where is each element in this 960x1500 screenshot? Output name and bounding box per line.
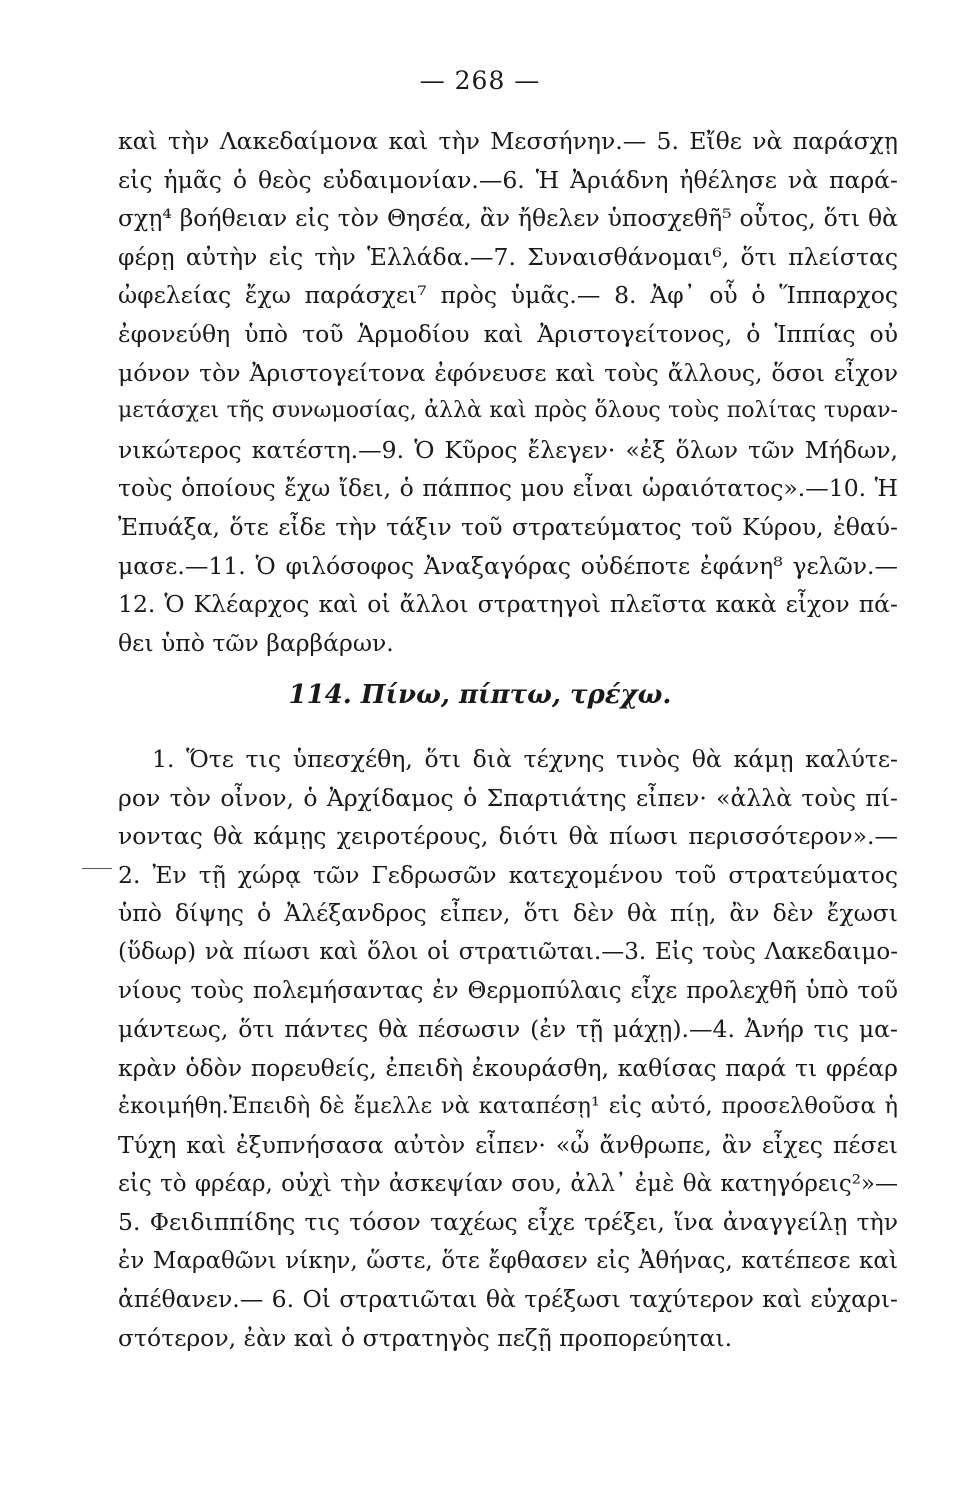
text-line: ὑπὸ δίψης ὁ Ἀλέξανδρος εἶπεν, ὅτι δὲν θὰ πίῃ, ἂν δὲν ἔχωσι: [118, 899, 898, 928]
text-line: στότερον, ἐὰν καὶ ὁ στρατηγὸς πεζῇ προπορεύηται.: [118, 1323, 733, 1352]
text-line: 2. Ἐν τῇ χώρᾳ τῶν Γεδρωσῶν κατεχομένου τοῦ στρατεύματος: [118, 860, 898, 889]
text-line: ἀπέθανεν.— 6. Οἱ στρατιῶται θὰ τρέξωσι ταχύτερον καὶ εὐχαρι-: [118, 1285, 898, 1314]
text-line: ἐφονεύθη ὑπὸ τοῦ Ἁρμοδίου καὶ Ἀριστογείτονος, ὁ Ἱππίας οὐ: [118, 319, 898, 348]
text-line: μάντεως, ὅτι πάντες θὰ πέσωσιν (ἐν τῇ μάχῃ).—4. Ἀνήρ τις μα-: [118, 1015, 898, 1044]
text-line: τοὺς ὁποίους ἔχω ἴδει, ὁ πάππος μου εἶναι ὡραιότατος».—10. Ἡ: [118, 474, 898, 503]
text-line: 1. Ὅτε τις ὑπεσχέθη, ὅτι διὰ τέχνης τινὸς θὰ κάμῃ καλύτε-: [152, 745, 898, 773]
page-number: — 268 —: [419, 66, 541, 95]
text-line: καὶ τὴν Λακεδαίμονα καὶ τὴν Μεσσήνην.— 5. Εἴθε νὰ παράσχῃ: [118, 127, 898, 155]
text-line: μόνον τὸν Ἀριστογείτονα ἐφόνευσε καὶ τοὺς ἄλλους, ὅσοι εἶχον: [118, 358, 898, 387]
text-line: ἐκοιμήθη.Ἐπειδὴ δὲ ἔμελλε νὰ καταπέσῃ¹ εἰς αὐτό, προσελθοῦσα ἡ: [118, 1093, 898, 1120]
paragraph-exercise-113: [118, 122, 898, 662]
text-line: ὠφελείας ἔχω παράσχει⁷ πρὸς ὑμᾶς.— 8. Ἀφ᾽ οὗ ὁ Ἵππαρχος: [118, 281, 898, 310]
text-line: μετάσχει τῆς συνωμοσίας, ἀλλὰ καὶ πρὸς ὅλους τοὺς πολίτας τυραν-: [118, 398, 898, 424]
text-line: ρον τὸν οἶνον, ὁ Ἀρχίδαμος ὁ Σπαρτιάτης εἶπεν· «ἀλλὰ τοὺς πί-: [118, 783, 898, 812]
section-heading: 114. Πίνω, πίπτω, τρέχω.: [288, 680, 672, 710]
text-line: νικώτερος κατέστη.—9. Ὁ Κῦρος ἔλεγεν· «ἐξ ὅλων τῶν Μήδων,: [118, 435, 898, 464]
text-line: νοντας θὰ κάμῃς χειροτέρους, διότι θὰ πίωσι περισσότερον».—: [118, 822, 898, 851]
text-line: σχῃ⁴ βοήθειαν εἰς τὸν Θησέα, ἂν ἤθελεν ὑποσχεθῆ⁵ οὗτος, ὅτι θὰ: [118, 204, 898, 233]
text-line: εἰς τὸ φρέαρ, οὐχὶ τὴν ἀσκεψίαν σου, ἀλλ᾽ ἐμὲ θὰ κατηγόρεις²»—: [118, 1170, 898, 1197]
text-line: μασε.—11. Ὁ φιλόσοφος Ἀναξαγόρας οὐδέποτε ἐφάνη⁸ γελῶν.—: [118, 551, 898, 580]
paragraph-exercise-114: [118, 740, 898, 1358]
text-line: ἐν Μαραθῶνι νίκην, ὥστε, ὅτε ἔφθασεν εἰς Ἀθήνας, κατέπεσε καὶ: [118, 1247, 898, 1274]
text-line: κρὰν ὁδὸν πορευθείς, ἐπειδὴ ἐκουράσθη, καθίσας παρά τι φρέαρ: [118, 1053, 898, 1082]
text-line: θει ὑπὸ τῶν βαρβάρων.: [118, 628, 394, 657]
text-line: φέρῃ αὐτὴν εἰς τὴν Ἑλλάδα.—7. Συναισθάνομαι⁶, ὅτι πλείστας: [118, 242, 898, 271]
text-line: 5. Φειδιππίδης τις τόσον ταχέως εἶχε τρέξει, ἵνα ἀναγγείλῃ τὴν: [118, 1208, 898, 1237]
margin-mark: [82, 868, 112, 869]
text-line: (ὕδωρ) νὰ πίωσι καὶ ὅλοι οἱ στρατιῶται.—3. Εἰς τοὺς Λακεδαιμο-: [118, 938, 898, 965]
text-line: 12. Ὁ Κλέαρχος καὶ οἱ ἄλλοι στρατηγοὶ πλεῖστα κακὰ εἶχον πά-: [118, 590, 898, 619]
text-line: νίους τοὺς πολεμήσαντας ἐν Θερμοπύλαις εἶχε προλεχθῆ ὑπὸ τοῦ: [118, 977, 898, 1004]
text-line: εἰς ἡμᾶς ὁ θεὸς εὐδαιμονίαν.—6. Ἡ Ἀριάδνη ἠθέλησε νὰ παρά-: [118, 165, 898, 194]
text-line: Τύχη καὶ ἐξυπνήσασα αὐτὸν εἶπεν· «ὦ ἄνθρωπε, ἂν εἶχες πέσει: [118, 1130, 898, 1159]
text-line: Ἐπυάξα, ὅτε εἶδε τὴν τάξιν τοῦ στρατεύματος τοῦ Κύρου, ἐθαύ-: [118, 512, 898, 541]
